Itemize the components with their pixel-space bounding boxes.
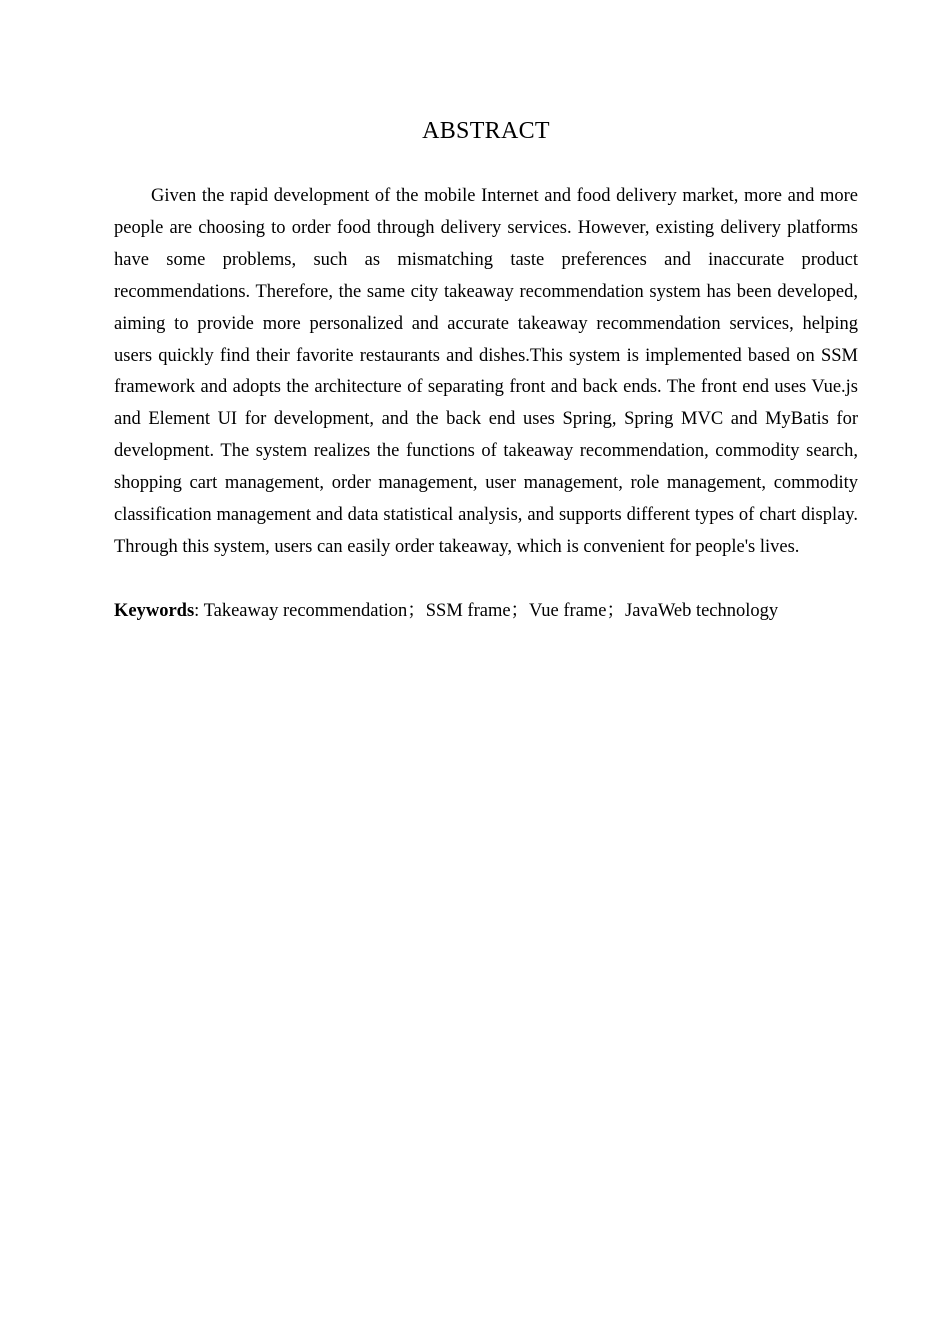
keywords-label: Keywords	[114, 601, 195, 621]
keywords-line	[114, 596, 858, 628]
keywords-separator: :	[194, 601, 204, 621]
abstract-paragraph: Given the rapid development of the mobile Internet and food delivery market, more and more people are choosing to order food through delivery services. However, existing delivery platforms have some problems, such as mismatching taste preferences and inaccurate product recommendations. Therefore, the same city takeaway recommendation system has been developed, aiming to provide more personalized and accurate takeaway recommendation services, helping users quickly find their favorite restaurants and dishes.This system is implemented based on SSM framework and adopts the architecture of separating front and back ends. The front end uses Vue.js and Element UI for development, and the back end uses Spring, Spring MVC and MyBatis for development. The system realizes the functions of takeaway recommendation, commodity search, shopping cart management, order management, user management, role management, commodity classification management and data statistical analysis, and supports different types of chart display. Through this system, users can easily order takeaway, which is convenient for people's lives.	[114, 186, 858, 557]
keywords-text: Takeaway recommendation；SSM frame；Vue frame；JavaWeb technology	[203, 601, 779, 621]
page-title: ABSTRACT	[422, 118, 550, 144]
